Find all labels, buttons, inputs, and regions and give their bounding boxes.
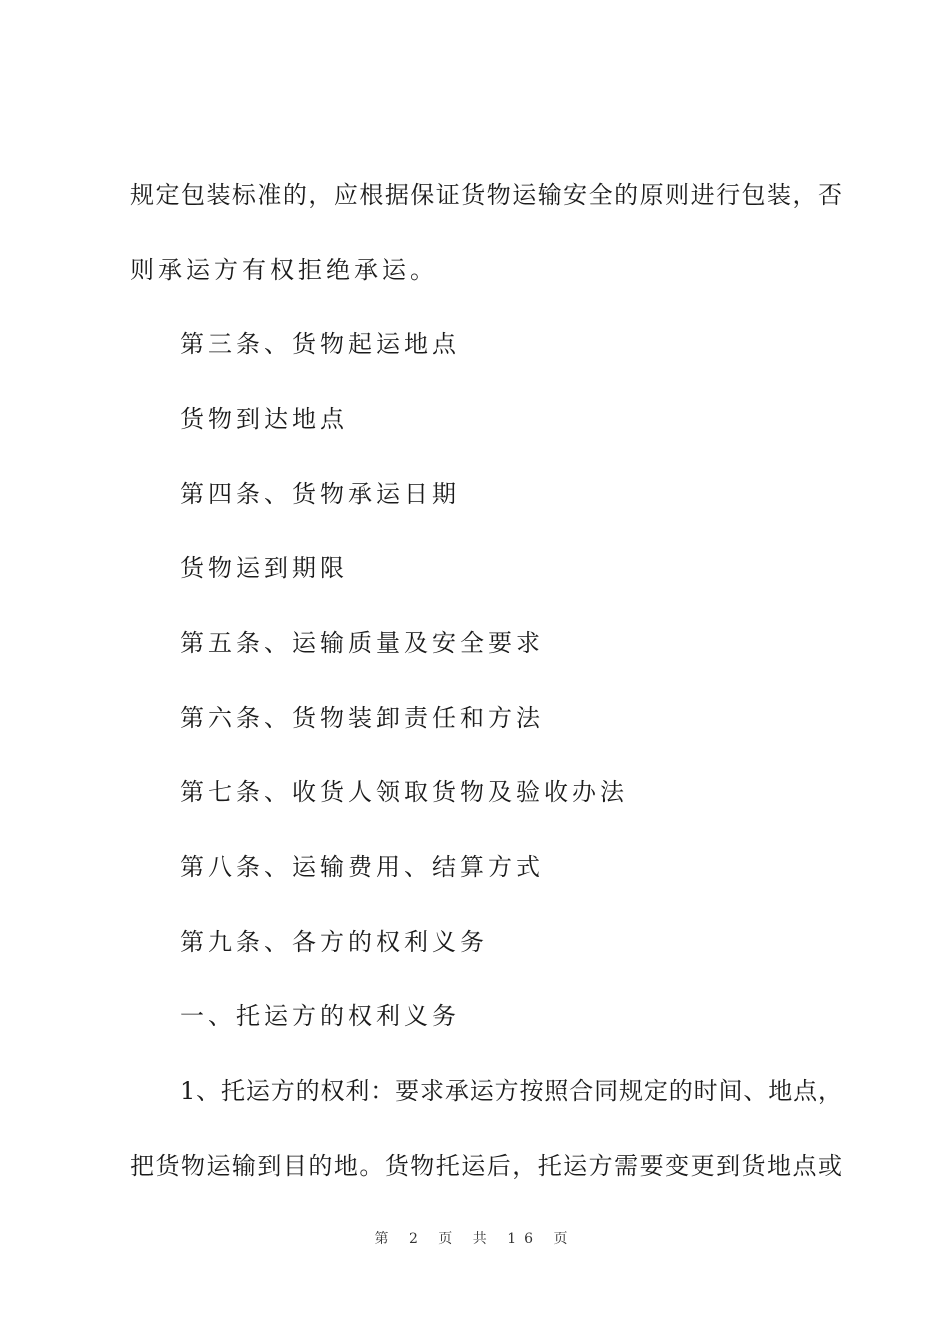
shipper-rights-item-1: 1、托运方的权利：要求承运方按照合同规定的时间、地点， [180,1077,842,1105]
shipper-rights-item-1-cont: 把货物运输到目的地。货物托运后，托运方需要变更到货地点或 [130,1152,842,1180]
paragraph-line-2: 则承运方有权拒绝承运。 [130,256,438,284]
clause-4-date: 第四条、货物承运日期 [180,480,460,508]
clause-4-deadline: 货物运到期限 [180,554,348,582]
clause-7-receiving: 第七条、收货人领取货物及验收办法 [180,778,628,806]
page-number-footer: 第 2 页 共 16 页 [374,1231,576,1247]
clause-3-origin: 第三条、货物起运地点 [180,330,460,358]
clause-5-quality: 第五条、运输质量及安全要求 [180,629,544,657]
clause-9-rights: 第九条、各方的权利义务 [180,928,488,956]
clause-3-destination: 货物到达地点 [180,405,348,433]
clause-6-loading: 第六条、货物装卸责任和方法 [180,704,544,732]
section-shipper-rights: 一、托运方的权利义务 [180,1002,460,1030]
paragraph-line-1: 规定包装标准的，应根据保证货物运输安全的原则进行包装，否 [130,181,842,209]
clause-8-fees: 第八条、运输费用、结算方式 [180,853,544,881]
